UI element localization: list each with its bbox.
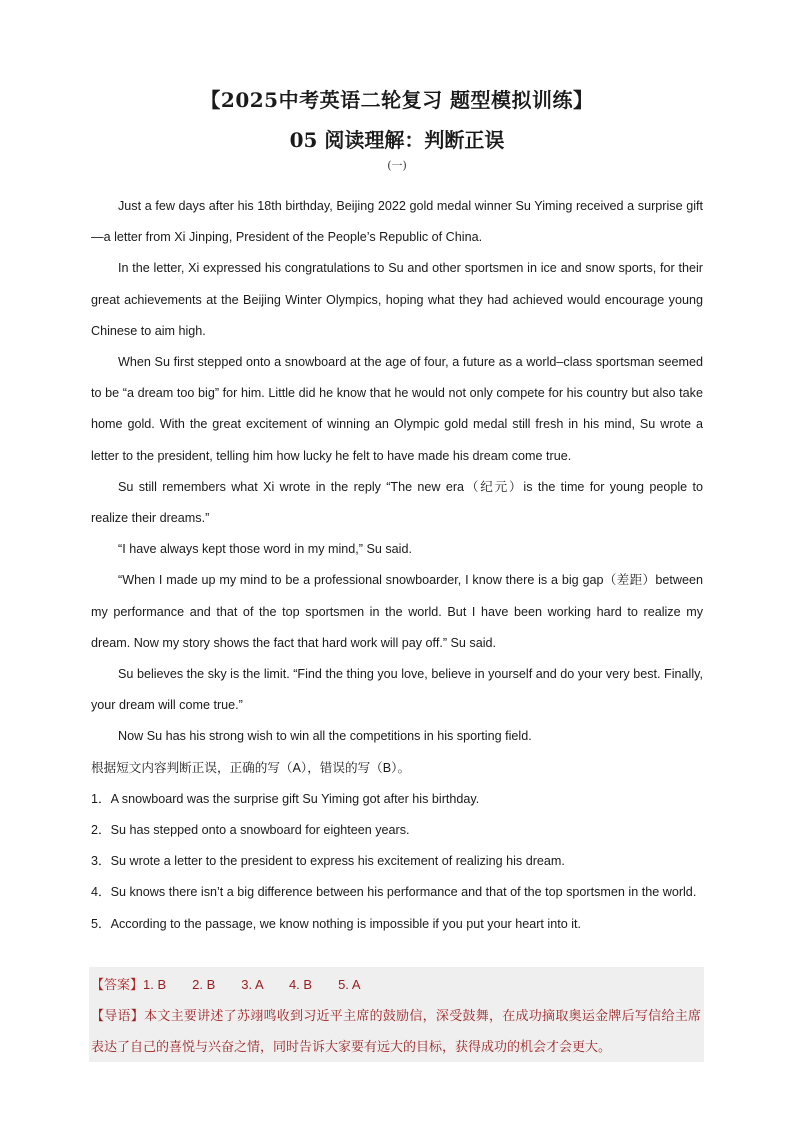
question-item: 2．Su has stepped onto a snowboard for eighteen years. [91,823,410,838]
question-item: 4．Su knows there isn’t a big difference between his performance and that of the top sportsmen in the world. [91,885,697,900]
passage-paragraph: “When I made up my mind to be a professional snowboarder, I know there is a big gap（差距）between my performance and that of the top sportsmen in the world. But I have been working hard to realize my dream. Now my story shows the fact that hard work will pay off.” Su said. [91,573,703,650]
answer-key [91,974,361,993]
passage-paragraph: “I have always kept those word in my mind,” Su said. [118,542,412,557]
passage-paragraph: Now Su has his strong wish to win all the competitions in his sporting field. [118,729,532,744]
question-item: 1．A snowboard was the surprise gift Su Yiming got after his birthday. [91,791,480,806]
guide-note [91,1001,701,1063]
guide-tag: 【导语】 [91,1009,145,1024]
part-number: (一) [387,159,407,172]
reading-content [91,191,703,940]
passage-paragraph: In the letter, Xi expressed his congratulations to Su and other sportsmen in ice and snow sports, for their great achievements at the Beijing Winter Olympics, hoping what they had achieved would encourage young Chinese to aim high. [91,261,703,338]
question-instruction: 根据短文内容判断正误，正确的写（A），错误的写（B）。 [91,760,411,775]
question-item: 5．According to the passage, we know nothing is impossible if you put your heart into it. [91,916,582,931]
document-title: 【2025中考英语二轮复习 题型模拟训练】 [200,88,594,112]
section-subtitle: 05 阅读理解：判断正误 [289,128,505,152]
question-item: 3．Su wrote a letter to the president to express his excitement of realizing his dream. [91,854,565,869]
passage-paragraph: Su still remembers what Xi wrote in the reply “The new era（纪元）is the time for young people to realize their dreams.” [91,479,703,526]
passage-paragraph: Su believes the sky is the limit. “Find the thing you love, believe in yourself and do your very best. Finally, your dream will come true.” [91,667,703,713]
passage-paragraph: Just a few days after his 18th birthday, Beijing 2022 gold medal winner Su Yiming received a surprise gift—a letter from Xi Jinping, President of the People’s Republic of China. [91,199,703,245]
guide-text: 本文主要讲述了苏翊鸣收到习近平主席的鼓励信，深受鼓舞，在成功摘取奥运金牌后写信给主席表达了自己的喜悦与兴奋之情，同时告诉大家要有远大的目标，获得成功的机会才会更大。 [91,1009,701,1055]
answer-tag: 【答案】 [91,977,144,992]
answer-text: 1. B 2. B 3. A 4. B 5. A [143,977,361,992]
passage-paragraph: When Su first stepped onto a snowboard at the age of four, a future as a world–class sportsman seemed to be “a dream too big” for him. Little did he know that he would not only compete for his country but also take home gold. With the great excitement of winning an Olympic gold medal still fresh in his mind, Su wrote a letter to the president, telling him how lucky he felt to have made his dream come true. [91,355,703,463]
